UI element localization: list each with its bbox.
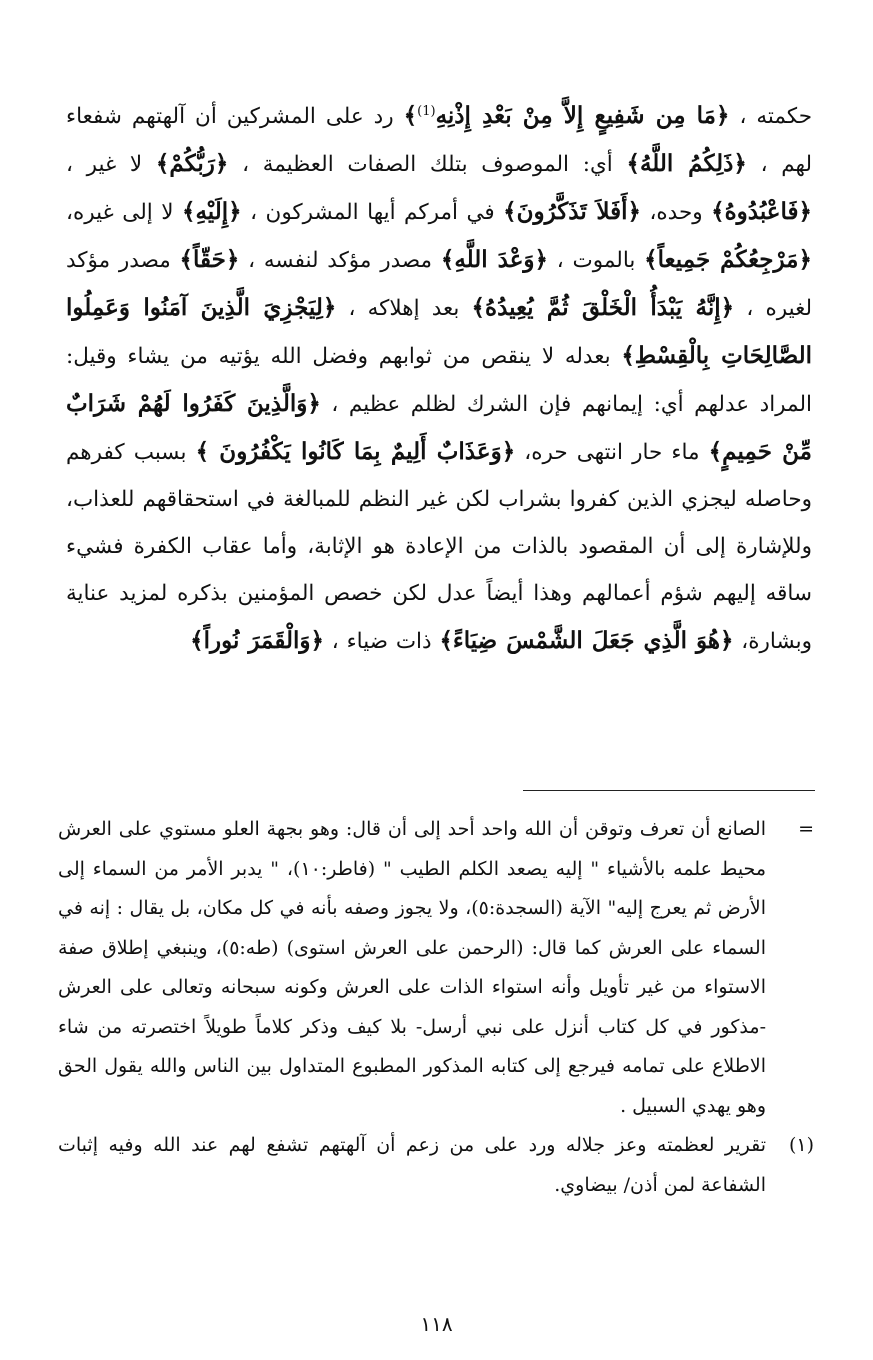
commentary-text: مصدر مؤكد لنفسه ، bbox=[239, 248, 441, 273]
commentary-text: مصدر مؤكد لغيره ، bbox=[66, 248, 812, 321]
footnote-1 bbox=[58, 1126, 814, 1205]
footnote-1-text: تقرير لعظمته وعز جلاله ورد على من زعم أن آلهتهم تشفع لهم عند الله وفيه إثبات الشفاعة لمن أذن/ بيضاوي. bbox=[58, 1134, 766, 1196]
quran-quote: ﴿مَا مِن شَفِيعٍ إِلاَّ مِنْ بَعْدِ إِذْنِهِ bbox=[435, 102, 730, 129]
commentary-text: أي: الموصوف بتلك الصفات العظيمة ، bbox=[228, 152, 627, 177]
quran-quote: ﴿وَالْقَمَرَ نُوراً﴾ bbox=[190, 627, 324, 654]
main-text bbox=[66, 92, 812, 665]
continuation-text: الصانع أن تعرف وتوقن أن الله واحد أحد إلى أن قال: وهو بجهة العلو مستوي على العرش محيط علمه بالأشياء " إليه يصعد الكلم الطيب " (فاطر:١٠)، " يدبر الأمر من السماء إلى الأرض ثم يعرج إليه" الآية (السجدة:٥)، ولا يجوز وصفه بأنه في كل مكان، بل يقال : إنه في السماء على العرش كما قال: (الرحمن على العرش استوى) (طه:٥)، وينبغي إطلاق صفة الاستواء من غير تأويل وأنه استواء الذات على العرش وكونه سبحانه وتعالى على العرش -مذكور في كل كتاب أنزل على نبي أرسل- بلا كيف وذكر كلاماً طويلاً اختصرته من شاء الاطلاع على تمامه فيرجع إلى كتابه المذكور المطبوع المتداول بين الناس والله يقول الحق وهو يهدي السبيل . bbox=[58, 818, 767, 1117]
quran-quote: ﴿وَعْدَ اللَّهِ﴾ bbox=[440, 246, 549, 273]
commentary-text: لا غير ، bbox=[66, 152, 156, 177]
commentary-text: لا إلى غيره، bbox=[66, 200, 182, 225]
commentary-text: بسبب كفرهم وحاصله ليجزي الذين كفروا بشراب لكن غير النظم للمبالغة في استحقاقهم للعذاب، وللإشارة إلى أن المقصود بالذات من الإعادة هو الإثابة، وأما عقاب الكفرة فشيء ساقه إليهم شؤم أعمالهم وهذا أيضاً عدل لكن خصص المؤمنين بذكره لمزيد عناية وبشارة، bbox=[66, 440, 812, 654]
quran-quote: ﴿وَالَّذِينَ كَفَرُوا لَهُمْ شَرَابٌ مِّنْ حَمِيمٍ﴾ bbox=[66, 390, 812, 465]
footnote-continuation bbox=[58, 810, 814, 1126]
quran-quote: ﴿مَرْجِعُكُمْ جَمِيعاً﴾ bbox=[644, 246, 812, 273]
commentary-text: رد على المشركين أن آلهتهم شفعاء لهم ، bbox=[66, 104, 813, 177]
commentary-text: حكمته ، bbox=[729, 104, 812, 129]
quran-quote: ﴾ bbox=[403, 102, 418, 129]
quran-quote: ﴿هُوَ الَّذِي جَعَلَ الشَّمْسَ ضِيَاءً﴾ bbox=[439, 627, 734, 654]
quran-quote: ﴿إِنَّهُ يَبْدَأُ الْخَلْقَ ثُمَّ يُعِيدُهُ﴾ bbox=[471, 294, 735, 321]
commentary-text: بعدله لا ينقص من ثوابهم وفضل الله يؤتيه من يشاء وقيل: المراد عدلهم أي: إيمانهم فإن الشرك لظلم عظيم ، bbox=[66, 344, 812, 417]
commentary-text: ذات ضياء ، bbox=[323, 629, 440, 654]
quran-quote: ﴿وَعَذَابٌ أَلِيمٌ بِمَا كَانُوا يَكْفُرُونَ ﴾ bbox=[195, 438, 516, 465]
quran-quote: ﴿رَبُّكُمْ﴾ bbox=[155, 150, 229, 177]
continuation-marker: = bbox=[798, 818, 814, 840]
page-number: ١١٨ bbox=[420, 1312, 453, 1336]
commentary-text: في أمركم أيها المشركون ، bbox=[241, 200, 504, 225]
quran-quote: ﴿حَقّاً﴾ bbox=[179, 246, 240, 273]
quran-quote: ﴿لِيَجْزِيَ الَّذِينَ آمَنُوا وَعَمِلُوا الصَّالِحَاتِ بِالْقِسْطِ﴾ bbox=[66, 294, 812, 369]
footnote-1-marker: (١) bbox=[788, 1134, 814, 1156]
commentary-text: بعد إهلاكه ، bbox=[336, 296, 472, 321]
footnote-separator bbox=[523, 790, 815, 791]
footnotes bbox=[58, 810, 814, 1205]
quran-quote: ﴿فَاعْبُدُوهُ﴾ bbox=[711, 198, 812, 225]
quran-quote: ﴿أَفَلاَ تَذَكَّرُونَ﴾ bbox=[503, 198, 641, 225]
footnote-ref: (1) bbox=[417, 103, 436, 119]
quran-quote: ﴿ذَلِكُمُ اللَّهُ﴾ bbox=[626, 150, 747, 177]
quran-quote: ﴿إِلَيْهِ﴾ bbox=[181, 198, 242, 225]
commentary-text: ماء حار انتهى حره، bbox=[515, 440, 709, 465]
commentary-text: بالموت ، bbox=[548, 248, 645, 273]
commentary-text: وحده، bbox=[640, 200, 712, 225]
